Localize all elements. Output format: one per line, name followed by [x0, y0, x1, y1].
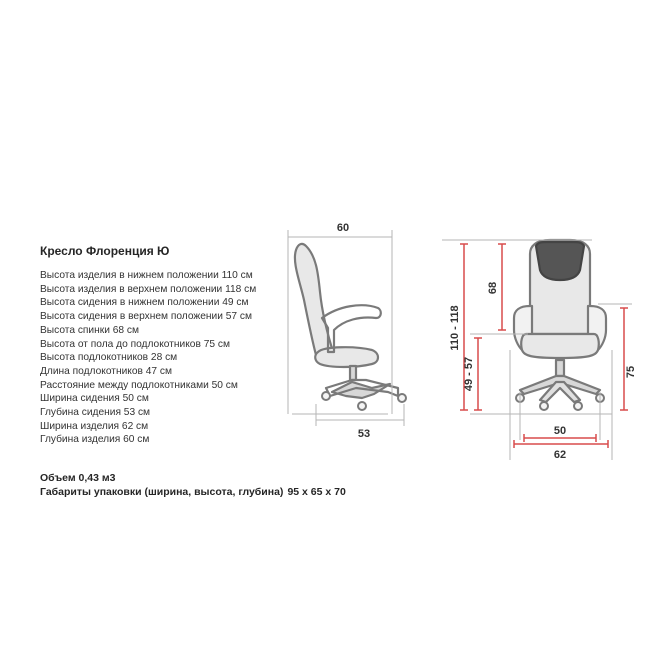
total-height-label: 110 - 118 — [449, 305, 461, 351]
spec-item: Ширина изделия 62 см — [40, 420, 149, 432]
spec-item: Высота подлокотников 28 см — [40, 352, 178, 364]
armrest-height-label: 75 — [625, 365, 637, 379]
total-width-label: 62 — [553, 449, 567, 461]
package-label: Габариты упаковки (ширина, высота, глубина) — [40, 486, 284, 498]
side-depth-label: 60 — [336, 222, 350, 234]
spec-item: Высота изделия в верхнем положении 118 см — [40, 283, 257, 295]
between-armrests-label: 50 — [553, 425, 567, 437]
front-view-chair — [514, 240, 606, 402]
front-view-casters — [516, 394, 604, 410]
spec-item: Высота сидения в нижнем положении 49 см — [40, 297, 249, 309]
spec-item: Высота изделия в нижнем положении 110 см — [40, 270, 253, 281]
spec-item: Расстояние между подлокотниками 50 см — [40, 379, 238, 391]
seat-height-label: 49 - 57 — [463, 356, 475, 392]
volume-text: Объем 0,43 м3 — [40, 472, 116, 484]
spec-item: Высота сидения в верхнем положении 57 см — [40, 311, 252, 323]
spec-item: Глубина изделия 60 см — [40, 434, 150, 446]
side-view-chair — [295, 244, 398, 398]
spec-item: Длина подлокотников 47 см — [40, 365, 173, 377]
spec-item: Высота от пола до подлокотников 75 см — [40, 338, 230, 350]
side-seat-depth-label: 53 — [357, 428, 371, 440]
backrest-height-label: 68 — [487, 281, 499, 295]
package-value: 95 х 65 х 70 — [287, 486, 346, 498]
spec-item: Глубина сидения 53 см — [40, 407, 151, 419]
spec-item: Ширина сидения 50 см — [40, 393, 149, 405]
product-title: Кресло Флоренция Ю — [40, 244, 170, 258]
spec-item: Высота спинки 68 см — [40, 324, 139, 336]
